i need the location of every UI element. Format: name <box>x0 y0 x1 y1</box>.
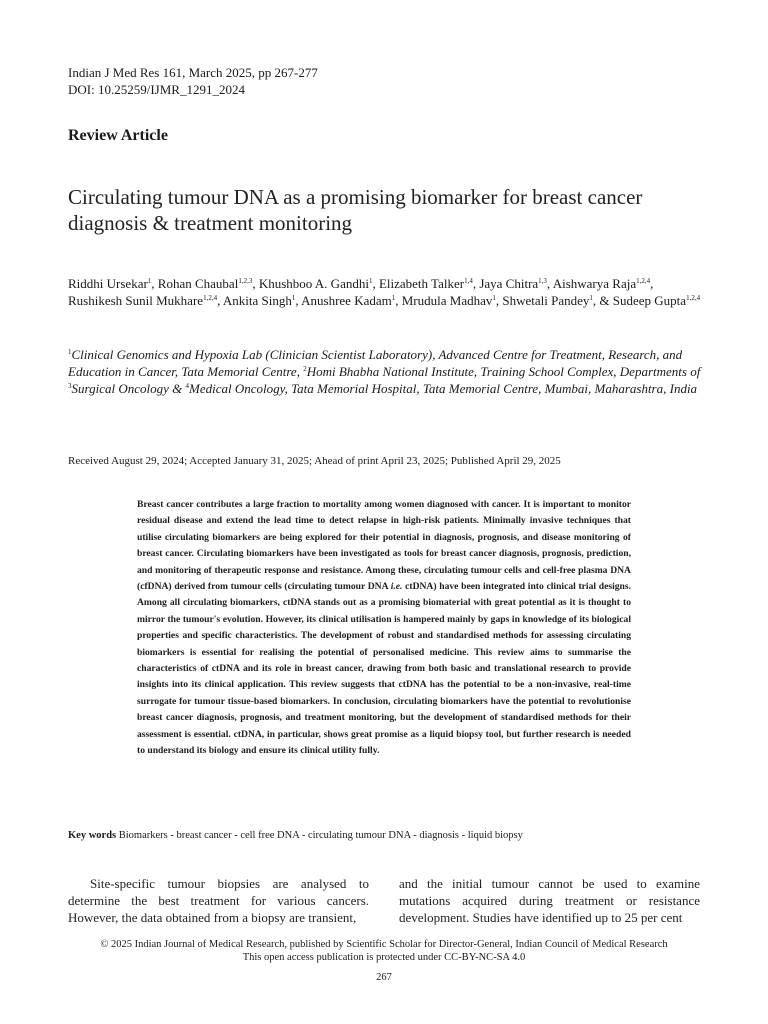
abstract-text: ctDNA) have been integrated into clinical trial designs. Among all circulating biomarkers, ctDNA stands out as a promising biomaterial with great potential as it is thought to mirror the tumour's evolution. However, its clinical utilisation is hampered mainly by gaps in knowledge of its biological properties and specific characteristics. The development of robust and standardised methods for assessing circulating biomarkers is essential for realising the potential of personalised medicine. This review aims to summarise the characteristics of ctDNA and its role in breast cancer, drawing from both basic and translational research to provide insights into its clinical application. This review suggests that ctDNA has the potential to be a non-invasive, real-time surrogate for tumour tissue-based biomarkers. In conclusion, circulating biomarkers have the potential to revolutionise breast cancer diagnosis, prognosis, and treatment monitoring, but the development of standardised methods for their assessment is essential. ctDNA, in particular, shows great promise as a liquid biopsy tool, but further research is needed to understand its biology and ensure its clinical utility fully. <box>137 581 632 757</box>
author-name: Ankita Singh <box>222 293 292 308</box>
author-separator: , <box>372 276 379 291</box>
affiliations <box>68 346 708 397</box>
page-number: 267 <box>376 972 392 983</box>
body-column-right: and the initial tumour cannot be used to examine mutations acquired during treatment or resistance development. Studies have identified up to 25 per cent <box>399 876 700 925</box>
author-affiliation-marker: 1,2,4 <box>686 294 701 302</box>
affiliation-text: Clinical Genomics and Hypoxia Lab (Clinician Scientist Laboratory), Advanced Centre for Treatment, Research, and Education in Cancer, Tata Memorial Centre, <box>68 347 683 379</box>
author-affiliation-marker: 1 <box>492 294 496 302</box>
affiliation-text: Homi Bhabha National Institute, Training School Complex, Departments of <box>306 364 701 379</box>
publication-dates: Received August 29, 2024; Accepted January 31, 2025; Ahead of print April 23, 2025; Published April 29, 2025 <box>68 455 561 467</box>
article-type: Review Article <box>68 127 168 144</box>
author-affiliation-marker: 1 <box>589 294 593 302</box>
author-separator: , <box>151 276 158 291</box>
author-affiliation-marker: 1,2,3 <box>238 277 253 285</box>
body-column-left: Site-specific tumour biopsies are analysed to determine the best treatment for various cancers. However, the data obtained from a biopsy are transient, <box>68 876 369 925</box>
author-separator: , <box>395 293 402 308</box>
affiliation-marker: 1 <box>68 348 72 356</box>
author-separator: , <box>495 293 503 308</box>
article-title: Circulating tumour DNA as a promising biomarker for breast cancer diagnosis & treatment monitoring <box>68 185 643 235</box>
author-name: Jaya Chitra <box>479 276 539 291</box>
author-name: Anushree Kadam <box>301 293 392 308</box>
affiliation-text: Medical Oncology, Tata Memorial Hospital, Tata Memorial Centre, Mumbai, Maharashtra, India <box>188 381 698 396</box>
author-affiliation-marker: 1,2,4 <box>636 277 651 285</box>
keywords-text: Biomarkers - breast cancer - cell free DNA - circulating tumour DNA - diagnosis - liquid biopsy <box>116 830 523 841</box>
affiliation-marker: 3 <box>68 382 72 390</box>
author-name: Rushikesh Sunil Mukhare <box>68 293 204 308</box>
affiliation-marker: 4 <box>185 382 189 390</box>
abstract <box>137 497 631 760</box>
author-name: Sudeep Gupta <box>612 293 687 308</box>
affiliation-text: Surgical Oncology & <box>71 381 186 396</box>
author-separator: , <box>217 293 223 308</box>
author-name: Riddhi Ursekar <box>68 276 148 291</box>
abstract-text: Breast cancer contributes a large fraction to mortality among women diagnosed with cancer. It is important to monitor residual disease and extend the lead time to detect relapse in high-risk patients. Minimally invasive techniques that utilise circulating biomarkers are being explored for their potential in diagnosis, prognosis, and disease monitoring of breast cancer. Circulating biomarkers have been investigated as tools for breast cancer diagnosis, prognosis, prediction, and monitoring of therapeutic response and resistance. Among these, circulating tumour cells and cell-free plasma DNA (cfDNA) derived from tumour cells (circulating tumour DNA <box>137 499 631 593</box>
author-separator: , <box>252 276 259 291</box>
keywords-label: Key words <box>68 830 117 841</box>
author-name: Rohan Chaubal <box>157 276 239 291</box>
author-name: Shwetali Pandey <box>502 293 590 308</box>
author-affiliation-marker: 1,3 <box>538 277 547 285</box>
author-list <box>68 275 708 309</box>
author-separator: , <box>472 276 480 291</box>
author-affiliation-marker: 1 <box>391 294 396 302</box>
doi-line: DOI: 10.25259/IJMR_1291_2024 <box>68 82 245 97</box>
author-name: Khushboo A. Gandhi <box>258 276 369 291</box>
author-affiliation-marker: 1,2,4 <box>203 294 218 302</box>
author-affiliation-marker: 1,4 <box>464 277 473 285</box>
abstract-ie: i.e. <box>390 581 403 593</box>
author-name: Elizabeth Talker <box>378 276 465 291</box>
author-separator: , <box>546 276 553 291</box>
author-affiliation-marker: 1 <box>147 277 152 285</box>
author-affiliation-marker: 1 <box>291 294 296 302</box>
keywords <box>68 829 523 843</box>
author-affiliation-marker: 1 <box>368 277 373 285</box>
author-name: Mrudula Madhav <box>401 293 493 308</box>
author-name: Aishwarya Raja <box>552 276 637 291</box>
journal-citation: Indian J Med Res 161, March 2025, pp 267-277 <box>68 65 318 80</box>
author-separator: , <box>295 293 302 308</box>
license-notice: This open access publication is protected under CC-BY-NC-SA 4.0 <box>242 952 526 963</box>
affiliation-marker: 2 <box>303 365 307 373</box>
author-separator: , <box>650 276 654 291</box>
author-separator: , & <box>592 293 613 308</box>
copyright-notice: © 2025 Indian Journal of Medical Research, published by Scientific Scholar for Director-General, Indian Council of Medical Research <box>100 939 668 950</box>
